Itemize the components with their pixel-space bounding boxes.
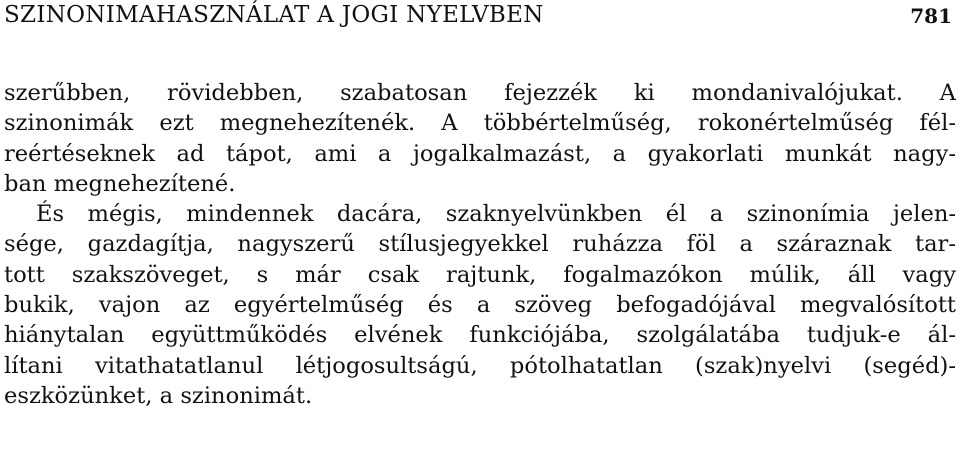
paragraph-2 — [4, 199, 956, 411]
text-line: lítani vitathatatlanul létjogosultságú, pótolhatatlan (szak)nyelvi (segéd)- — [4, 352, 956, 379]
text-line: sége, gazdagítja, nagyszerű stílusjegyekkel ruházza föl a száraznak tar- — [4, 231, 956, 258]
document-page — [4, 0, 956, 449]
text-line: tott szakszöveget, s már csak rajtunk, fogalmazókon múlik, áll vagy — [4, 261, 956, 288]
body-text — [4, 78, 956, 411]
text-line: eszközünket, a szinonimát. — [4, 382, 313, 409]
page-number: 781 — [910, 4, 952, 28]
text-line: reértéseknek ad tápot, ami a jogalkalmazást, a gyakorlati munkát nagy- — [4, 140, 956, 167]
text-line: És mégis, mindennek dacára, szaknyelvünkben él a szinonímia jelen- — [36, 201, 956, 228]
text-line: szerűbben, rövidebben, szabatosan fejezzék ki mondanivalójukat. A — [4, 80, 956, 106]
text-line: hiánytalan együttműködés elvének funkciójába, szolgálatába tudjuk-e ál- — [4, 322, 956, 349]
running-title: SZINONIMAHASZNÁLAT A JOGI NYELVBEN — [4, 2, 544, 28]
text-line: szinonimák ezt megnehezítenék. A többértelműség, rokonértelműség fél- — [4, 110, 956, 137]
text-line: ban megnehezítené. — [4, 170, 236, 197]
paragraph-1 — [4, 78, 956, 199]
running-head — [4, 0, 956, 36]
text-line: bukik, vajon az egyértelműség és a szöveg befogadójával megvalósított — [4, 292, 956, 319]
